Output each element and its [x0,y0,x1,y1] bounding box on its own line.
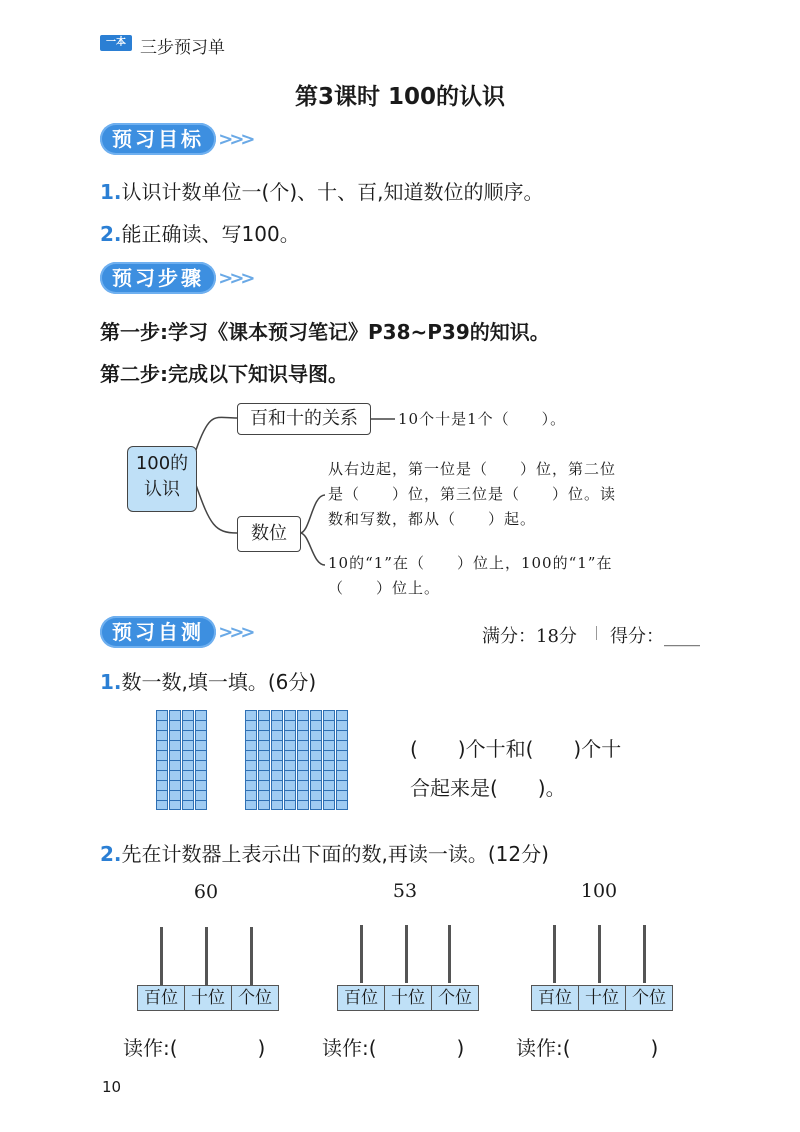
abacus-rod [643,925,646,983]
steps-pill: 预习步骤 [100,262,216,294]
abacus-number-100: 100 [580,880,618,902]
read-field-1[interactable]: 读作:( ) [123,1036,266,1060]
ten-rod [336,710,348,810]
q1-title: 1.数一数,填一填。(6分) [100,670,317,694]
lesson-title: 第3课时 100的认识 [294,84,506,110]
abacus-rod [448,925,451,983]
abacus-rod [553,925,556,983]
abacus-place-row: 百位 十位 个位 [137,985,279,1011]
read-field-2[interactable]: 读作:( ) [322,1036,465,1060]
mindmap-center: 100的 认识 [127,446,197,512]
abacus-number-53: 53 [392,880,418,902]
chevrons-icon: >>> [216,128,252,150]
goals-pill: 预习目标 [100,123,216,155]
mindmap-branch-place-value: 数位 [237,516,301,552]
selftest-header [100,616,252,648]
score-divider [596,626,597,640]
step-2: 第二步:完成以下知识导图。 [100,362,348,386]
brand-badge: 一本 [100,35,132,51]
branch1-text: 10个十是1个（ ）。 [398,410,567,428]
q1-answer-line-1: ( )个十和( )个十 [410,737,622,761]
page-number: 10 [102,1078,122,1096]
ten-rod [284,710,296,810]
chevrons-icon: >>> [216,621,252,643]
step-1: 第一步:学习《课本预习笔记》P38~P39的知识。 [100,320,550,344]
ten-rod [156,710,168,810]
abacus-rod [205,927,208,985]
goal-2: 2.能正确读、写100。 [100,222,300,246]
full-score: 满分：18分 [482,626,577,647]
ten-rod [297,710,309,810]
abacus-place-row: 百位 十位 个位 [337,985,479,1011]
read-field-3[interactable]: 读作:( ) [516,1036,659,1060]
ten-rod [169,710,181,810]
rods-group-left [156,710,207,810]
ten-rod [310,710,322,810]
abacus-rod [598,925,601,983]
abacus-place-row: 百位 十位 个位 [531,985,673,1011]
selftest-pill: 预习自测 [100,616,216,648]
abacus-rod [160,927,163,985]
goal-1: 1.认识计数单位一(个)、十、百,知道数位的顺序。 [100,180,544,204]
branch2-text-1: 从右边起，第一位是（ ）位，第二位 是（ ）位，第三位是（ ）位。读 数和写数，都从（ ）起。 [328,460,617,528]
mindmap-branch-hundred-ten: 百和十的关系 [237,403,371,435]
ten-rod [323,710,335,810]
series-title: 三步预习单 [140,38,225,58]
abacus-number-60: 60 [193,881,219,903]
abacus-rod [360,925,363,983]
ten-rod [258,710,270,810]
rods-group-right [245,710,348,810]
q2-title: 2.先在计数器上表示出下面的数,再读一读。(12分) [100,842,549,866]
chevrons-icon: >>> [216,267,252,289]
ten-rod [271,710,283,810]
ten-rod [245,710,257,810]
ten-rod [195,710,207,810]
ten-rod [182,710,194,810]
q1-answer-line-2: 合起来是( )。 [410,776,566,800]
abacus-rod [250,927,253,985]
abacus-rod [405,925,408,983]
got-score: 得分：____ [610,626,700,647]
branch2-text-2: 10的“1”在（ ）位上，100的“1”在 （ ）位上。 [328,554,613,597]
